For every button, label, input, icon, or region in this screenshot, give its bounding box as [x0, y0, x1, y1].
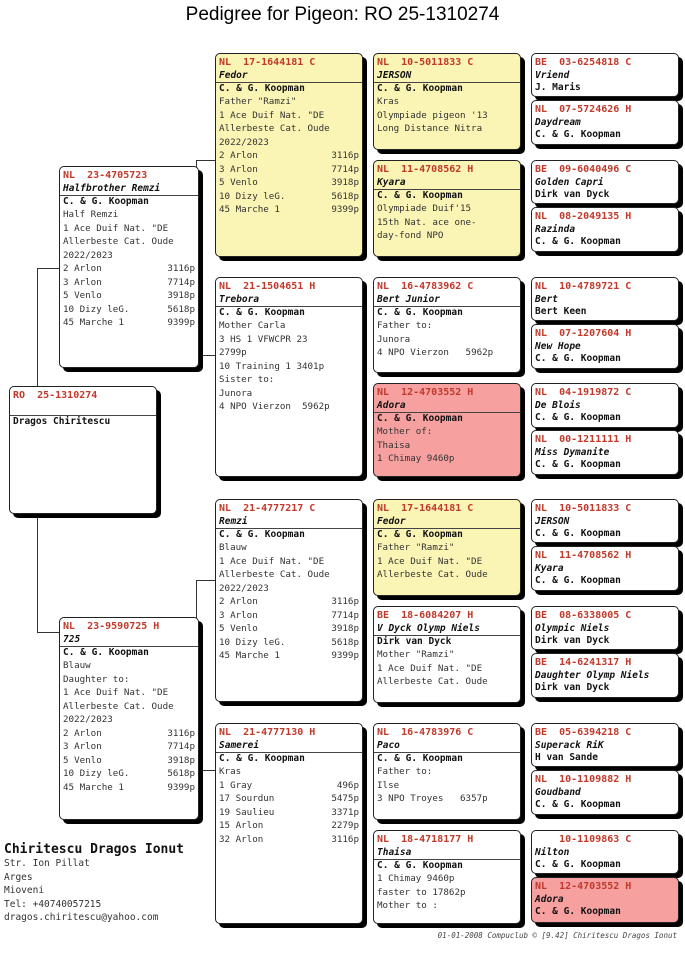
pigeon-name: Fedor	[374, 516, 520, 529]
info-line: day-fond NPO	[377, 230, 444, 241]
pigeon-name: Vriend	[535, 70, 570, 81]
result-race: 45 Marche 1	[219, 204, 280, 215]
result-row	[216, 622, 362, 636]
ring-number: BE 05-6394218 C	[535, 727, 632, 738]
breeder-name: C. & G. Koopman	[535, 575, 621, 586]
ancestor-card[interactable]	[531, 770, 679, 815]
result-value: 3116p	[331, 596, 359, 607]
breeder-name: C. & G. Koopman	[377, 83, 463, 94]
breeder-name: C. & G. Koopman	[535, 859, 621, 870]
pigeon-name: Goudband	[535, 787, 581, 798]
footer-credit: 01-01-2008 Compuclub © [9.42] Chiritescu Dragos Ionut	[437, 931, 677, 940]
info-line: Junora	[377, 333, 411, 345]
result-value: 7714p	[167, 276, 195, 288]
result-race: 5 Venlo	[219, 623, 258, 634]
ring-number: NL 11-4708562 H	[535, 550, 632, 561]
ring-number: NL 21-4777217 C	[219, 503, 316, 514]
connector-line	[37, 632, 59, 633]
info-line: Mother Carla	[219, 320, 286, 331]
breeder-name: C. & G. Koopman	[377, 413, 463, 424]
ancestor-card[interactable]	[531, 606, 679, 650]
ring-number: NL 10-5011833 C	[535, 503, 632, 514]
result-value: 5962p	[302, 401, 330, 412]
mother-card[interactable]	[59, 617, 199, 820]
ancestor-card[interactable]	[531, 53, 679, 97]
result-race: 3 Arlon	[63, 276, 102, 288]
result-race: 2 Arlon	[219, 596, 258, 607]
result-row	[60, 289, 198, 303]
ring-number: NL 23-4705723	[63, 170, 148, 181]
result-row	[216, 792, 362, 806]
result-row	[216, 176, 362, 190]
result-row	[216, 779, 362, 793]
owner-email[interactable]: dragos.chiritescu@yahoo.com	[4, 912, 159, 923]
info-line: Allerbeste Cat. Oude	[63, 236, 174, 247]
result-value: 3116p	[167, 263, 195, 274]
result-race: 10 Dizy leG.	[63, 768, 130, 779]
info-line: 10 Training 1 3401p	[219, 360, 325, 372]
great-grandparent-card[interactable]	[373, 723, 521, 820]
breeder-name: C. & G. Koopman	[535, 129, 621, 140]
result-race: 17 Sourdun	[219, 793, 275, 804]
result-value: 3918p	[167, 290, 195, 301]
result-value: 2279p	[331, 820, 359, 831]
info-line: 2799p	[219, 347, 247, 358]
ancestor-card[interactable]	[531, 207, 679, 252]
result-value: 3116p	[331, 833, 359, 845]
info-line: Allerbeste Cat. Oude	[63, 700, 174, 712]
result-row	[216, 819, 362, 833]
breeder-name: Dirk van Dyck	[377, 636, 452, 647]
result-race: 45 Marche 1	[63, 781, 124, 793]
ring-number: NL 21-1504651 H	[219, 281, 316, 292]
ring-number: BE 03-6254818 C	[535, 57, 632, 68]
result-value: 7714p	[167, 741, 195, 752]
pigeon-name: Olympic Niels	[535, 623, 610, 634]
breeder-name: H van Sande	[535, 752, 598, 763]
result-row	[374, 792, 520, 806]
result-row	[216, 806, 362, 820]
owner-phone: Tel: +40740057215	[4, 898, 102, 910]
result-row	[216, 595, 362, 609]
owner-address-line: Mioveni	[4, 885, 45, 896]
pigeon-name: Nilton	[535, 847, 570, 858]
result-row	[60, 303, 198, 317]
breeder-name: Dirk van Dyck	[535, 635, 610, 646]
pigeon-name: Remzi	[216, 516, 362, 529]
owner-name: Chiritescu Dragos Ionut	[4, 842, 185, 857]
info-line: Daughter to:	[63, 673, 130, 685]
pigeon-name: Kyara	[374, 177, 520, 190]
ring-number: RO 25-1310274	[13, 390, 98, 401]
breeder-name: C. & G. Koopman	[377, 190, 463, 201]
great-grandparent-card[interactable]	[373, 277, 521, 373]
result-race: 5 Venlo	[63, 754, 102, 766]
pigeon-name: Daydream	[535, 117, 581, 128]
info-line: 2022/2023	[219, 582, 269, 594]
ring-number: NL 11-4708562 H	[377, 164, 474, 175]
connector-line	[196, 160, 215, 161]
ancestor-card[interactable]	[531, 100, 679, 145]
info-line: 2022/2023	[63, 714, 113, 725]
great-grandparent-card[interactable]	[373, 383, 521, 477]
connector-line	[37, 268, 59, 269]
info-line: Olympiade pigeon '13	[377, 109, 488, 121]
info-line: Kras	[219, 766, 242, 777]
result-race: 2 Arlon	[63, 727, 102, 739]
pigeon-name: Samerei	[216, 740, 362, 753]
info-line: Allerbeste Cat. Oude	[219, 123, 330, 134]
ancestor-card[interactable]	[531, 324, 679, 369]
result-value: 6357p	[460, 793, 488, 804]
info-line: 1 Chimay 9460p	[377, 873, 455, 884]
ancestor-card[interactable]	[531, 160, 679, 204]
maternal-grandfather-card[interactable]	[215, 499, 363, 702]
breeder-name: C. & G. Koopman	[535, 412, 621, 423]
breeder-name: C. & G. Koopman	[535, 353, 621, 364]
info-line: Junora	[219, 387, 253, 399]
pigeon-name	[10, 403, 156, 416]
pigeon-name: Trebora	[216, 294, 362, 307]
breeder-name: C. & G. Koopman	[535, 236, 621, 247]
ring-number: NL 10-5011833 C	[377, 57, 474, 68]
info-line: Father to:	[377, 320, 433, 331]
pigeon-name: V Dyck Olymp Niels	[374, 623, 520, 636]
ring-number: BE 18-6084207 H	[377, 610, 474, 621]
info-line: Olympiade Duif'15	[377, 203, 472, 214]
result-row	[216, 649, 362, 663]
ring-number: NL 07-1207604 H	[535, 328, 632, 339]
paternal-grandmother-card[interactable]	[215, 277, 363, 477]
ring-number: NL 21-4777130 H	[219, 727, 316, 738]
ring-number: NL 17-1644181 C	[219, 57, 316, 68]
result-row	[216, 190, 362, 204]
result-race: 2 Arlon	[219, 150, 258, 161]
ancestor-card[interactable]	[531, 546, 679, 591]
ancestor-card[interactable]	[531, 383, 679, 428]
result-race: 1 Gray	[219, 779, 253, 791]
result-value: 3116p	[331, 150, 359, 161]
info-line: 2022/2023	[63, 249, 113, 261]
result-row	[216, 833, 362, 847]
great-grandparent-card[interactable]	[373, 499, 521, 596]
result-value: 3918p	[331, 623, 359, 634]
result-race: 10 Dizy leG.	[63, 303, 130, 315]
result-row	[60, 767, 198, 781]
info-line: Long Distance Nitra	[377, 123, 483, 134]
result-race: 5 Venlo	[219, 177, 258, 188]
result-race: 3 Arlon	[63, 741, 102, 752]
pigeon-name: Daughter Olymp Niels	[535, 670, 650, 681]
ring-number: NL 07-5724626 H	[535, 104, 632, 115]
ancestor-card[interactable]	[531, 499, 679, 543]
info-line: Allerbeste Cat. Oude	[377, 569, 488, 580]
owner-address-line: Arges	[4, 871, 33, 883]
ring-number: NL 08-2049135 H	[535, 211, 632, 222]
result-value: 3371p	[331, 806, 359, 818]
info-line: 1 Ace Duif Nat. "DE	[377, 555, 483, 567]
maternal-grandmother-card[interactable]	[215, 723, 363, 924]
breeder-name: C. & G. Koopman	[219, 83, 305, 94]
info-line: Father "Ramzi"	[377, 542, 455, 553]
ancestor-card[interactable]	[531, 877, 679, 923]
breeder-name: C. & G. Koopman	[377, 529, 463, 540]
paternal-grandfather-card[interactable]	[215, 53, 363, 257]
result-row	[60, 262, 198, 276]
breeder-name: J. Maris	[535, 82, 581, 93]
info-line: Blauw	[63, 660, 91, 671]
result-value: 5618p	[331, 190, 359, 202]
pigeon-name: Halfbrother Remzi	[60, 183, 198, 196]
ancestor-card[interactable]	[531, 653, 679, 698]
pigeon-name: Paco	[374, 740, 520, 753]
ring-number: BE 14-6241317 H	[535, 657, 632, 668]
pigeon-name: JERSON	[374, 70, 520, 83]
pigeon-name: JERSON	[535, 516, 570, 527]
result-row	[60, 316, 198, 330]
subject-pigeon-card[interactable]	[9, 386, 157, 514]
ring-number: BE 09-6040496 C	[535, 164, 632, 175]
result-value: 496p	[336, 779, 359, 791]
result-value: 5618p	[167, 768, 195, 779]
result-value: 5618p	[167, 303, 195, 315]
ring-number: NL 16-4783976 C	[377, 727, 474, 738]
result-race: 3 NPO Troyes	[377, 793, 444, 804]
result-race: 5 Venlo	[63, 290, 102, 301]
result-race: 4 NPO Vierzon	[377, 347, 449, 358]
result-value: 9399p	[167, 317, 195, 328]
info-line: 1 Ace Duif Nat. "DE	[219, 555, 325, 567]
ancestor-card[interactable]	[531, 830, 679, 874]
result-race: 45 Marche 1	[63, 317, 124, 328]
great-grandparent-card[interactable]	[373, 160, 521, 257]
result-race: 45 Marche 1	[219, 650, 280, 661]
result-row	[216, 609, 362, 623]
info-line: faster to 17862p	[377, 886, 466, 898]
ring-number: NL 23-9590725 H	[63, 621, 160, 632]
connector-line	[37, 268, 38, 396]
result-race: 2 Arlon	[63, 263, 102, 274]
result-row	[216, 203, 362, 217]
info-line: Mother of:	[377, 426, 433, 437]
pigeon-name: 725	[60, 634, 198, 647]
breeder-name: C. & G. Koopman	[63, 196, 149, 207]
page-title: Pedigree for Pigeon: RO 25-1310274	[185, 4, 500, 25]
result-value: 7714p	[331, 163, 359, 175]
result-race: 32 Arlon	[219, 833, 264, 845]
info-line: 2022/2023	[219, 136, 269, 148]
result-value: 5618p	[331, 636, 359, 648]
breeder-name: C. & G. Koopman	[219, 753, 305, 764]
pigeon-name: Miss Dymanite	[535, 447, 610, 458]
breeder-name: Dirk van Dyck	[535, 682, 610, 693]
result-race: 4 NPO Vierzon	[219, 401, 291, 412]
ring-number: NL 16-4783962 C	[377, 281, 474, 292]
ring-number: 10-1109863 C	[535, 834, 632, 845]
pigeon-name: Bert Junior	[374, 294, 520, 307]
breeder-name: C. & G. Koopman	[377, 307, 463, 318]
result-value: 9399p	[331, 204, 359, 215]
info-line: Allerbeste Cat. Oude	[219, 569, 330, 580]
great-grandparent-card[interactable]	[373, 606, 521, 703]
info-line: Kras	[377, 96, 400, 107]
result-value: 7714p	[331, 609, 359, 621]
result-row	[60, 276, 198, 290]
ring-number: BE 08-6338005 C	[535, 610, 632, 621]
result-value: 9399p	[167, 781, 195, 793]
pigeon-name: Fedor	[216, 70, 362, 83]
info-line: 15th Nat. ace one-	[377, 216, 477, 228]
result-value: 9399p	[331, 650, 359, 661]
info-line: Allerbeste Cat. Oude	[377, 676, 488, 687]
breeder-name: C. & G. Koopman	[535, 799, 621, 810]
info-line: 1 Ace Duif Nat. "DE	[377, 662, 483, 674]
ring-number: NL 10-1109882 H	[535, 774, 632, 785]
result-value: 3918p	[331, 177, 359, 188]
pigeon-name: Kyara	[535, 563, 564, 574]
result-row	[60, 754, 198, 768]
great-grandparent-card[interactable]	[373, 830, 521, 924]
result-value: 3116p	[167, 727, 195, 739]
owner-address-line: Str. Ion Pillat	[4, 858, 90, 869]
info-line: 3 HS 1 VFWCPR 23	[219, 333, 308, 345]
result-race: 3 Arlon	[219, 609, 258, 621]
result-row	[60, 740, 198, 754]
result-row	[60, 781, 198, 795]
result-row	[216, 636, 362, 650]
ancestor-card[interactable]	[531, 723, 679, 767]
info-line: 1 Ace Duif Nat. "DE	[219, 109, 325, 121]
result-row	[60, 727, 198, 741]
breeder-name: C. & G. Koopman	[377, 860, 463, 871]
breeder-name: Dragos Chiritescu	[13, 416, 111, 427]
info-line: 1 Chimay 9460p	[377, 453, 455, 464]
result-row	[216, 163, 362, 177]
info-line: Sister to:	[219, 374, 275, 385]
pigeon-name: Superack RiK	[535, 740, 604, 751]
info-line: Ilse	[377, 779, 400, 791]
breeder-name: C. & G. Koopman	[535, 528, 621, 539]
pigeon-name: Bert	[535, 294, 558, 305]
breeder-name: Bert Keen	[535, 306, 587, 317]
ring-number: NL 17-1644181 C	[377, 503, 474, 514]
info-line: Blauw	[219, 542, 247, 553]
ancestor-card[interactable]	[531, 430, 679, 475]
result-value: 5475p	[331, 793, 359, 804]
info-line: 1 Ace Duif Nat. "DE	[63, 222, 169, 234]
pigeon-name: Razinda	[535, 224, 576, 235]
breeder-name: Dirk van Dyck	[535, 189, 610, 200]
breeder-name: C. & G. Koopman	[377, 753, 463, 764]
result-race: 15 Arlon	[219, 820, 264, 831]
pigeon-name: Thaisa	[374, 847, 520, 860]
pigeon-name: De Blois	[535, 400, 581, 411]
ring-number: NL 12-4703552 H	[535, 881, 632, 892]
breeder-name: C. & G. Koopman	[535, 459, 621, 470]
result-row	[216, 149, 362, 163]
father-card[interactable]	[59, 166, 199, 368]
owner-block	[4, 842, 184, 925]
result-race: 19 Saulieu	[219, 806, 275, 818]
ring-number: NL 00-1211111 H	[535, 434, 632, 445]
result-row	[216, 400, 362, 414]
great-grandparent-card[interactable]	[373, 53, 521, 150]
ring-number: NL 18-4718177 H	[377, 834, 474, 845]
pigeon-name: New Hope	[535, 341, 581, 352]
result-value: 3918p	[167, 754, 195, 766]
result-row	[374, 346, 520, 360]
ancestor-card[interactable]	[531, 277, 679, 321]
breeder-name: C. & G. Koopman	[219, 307, 305, 318]
ring-number: NL 10-4789721 C	[535, 281, 632, 292]
info-line: Half Remzi	[63, 209, 119, 220]
connector-line	[196, 580, 215, 581]
info-line: 1 Ace Duif Nat. "DE	[63, 687, 169, 698]
info-line: Thaisa	[377, 439, 411, 451]
result-race: 3 Arlon	[219, 163, 258, 175]
ring-number: NL 04-1919872 C	[535, 387, 632, 398]
pigeon-name: Adora	[374, 400, 520, 413]
breeder-name: C. & G. Koopman	[63, 647, 149, 658]
info-line: Father to:	[377, 766, 433, 777]
info-line: Mother "Ramzi"	[377, 649, 455, 660]
info-line: Father "Ramzi"	[219, 96, 297, 107]
result-race: 10 Dizy leG.	[219, 190, 286, 202]
breeder-name: C. & G. Koopman	[219, 529, 305, 540]
result-value: 5962p	[465, 347, 494, 358]
info-line: Mother to :	[377, 900, 438, 911]
pigeon-name: Adora	[535, 894, 564, 905]
breeder-name: C. & G. Koopman	[535, 906, 621, 917]
result-race: 10 Dizy leG.	[219, 636, 286, 648]
ring-number: NL 12-4703552 H	[377, 387, 474, 398]
pigeon-name: Golden Capri	[535, 177, 604, 188]
